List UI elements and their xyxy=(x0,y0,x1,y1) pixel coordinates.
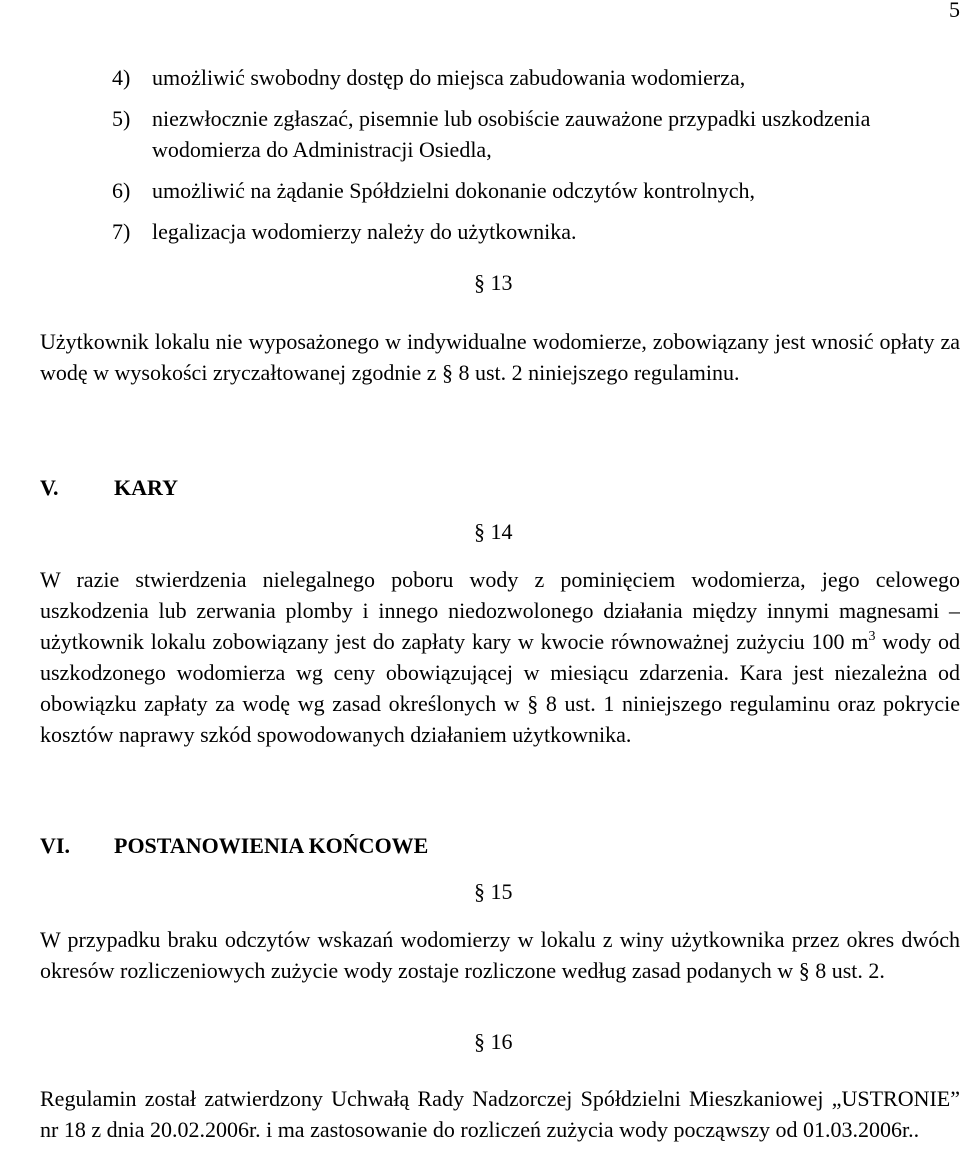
obligations-list xyxy=(112,62,892,257)
chapter-6-number: VI. xyxy=(40,833,70,858)
list-number: 4) xyxy=(112,65,131,90)
list-text: umożliwić swobodny dostęp do miejsca zabudowania wodomierza, xyxy=(152,65,746,90)
section-15-mark: § 15 xyxy=(474,879,513,904)
list-item xyxy=(112,103,892,165)
superscript-cubic: 3 xyxy=(868,629,876,644)
chapter-5-heading xyxy=(40,472,178,503)
page-number: 5 xyxy=(949,0,960,22)
section-15-text: W przypadku braku odczytów wskazań wodomierzy w lokalu z winy użytkownika przez okres dwóch okresów rozliczeniowych zużycie wody zostaje rozliczone według zasad podanych w § 8 ust. 2. xyxy=(40,927,960,983)
section-14-mark: § 14 xyxy=(474,519,513,544)
list-number: 7) xyxy=(112,219,131,244)
section-13-text: Użytkownik lokalu nie wyposażonego w indywidualne wodomierze, zobowiązany jest wnosić opłaty za wodę w wysokości zryczałtowanej zgodnie z § 8 ust. 2 niniejszego regulaminu. xyxy=(40,329,960,385)
list-number: 5) xyxy=(112,106,131,131)
section-16-text: Regulamin został zatwierdzony Uchwałą Rady Nadzorczej Spółdzielni Mieszkaniowej „USTRONIE” nr 18 z dnia 20.02.2006r. i ma zastosowanie do rozliczeń zużycia wody począwszy od 01.03.2006r.. xyxy=(40,1086,960,1142)
chapter-6-title: POSTANOWIENIA KOŃCOWE xyxy=(114,833,429,858)
list-item xyxy=(112,175,892,206)
list-text: niezwłocznie zgłaszać, pisemnie lub osobiście zauważone przypadki uszkodzenia wodomierza do Administracji Osiedla, xyxy=(152,106,871,162)
section-14-text-part1: W razie stwierdzenia nielegalnego poboru wody z pominięciem wodomierza, jego celowego uszkodzenia lub zerwania plomby i innego niedozwolonego działania między innymi magnesami – użytkownik lokalu zobowiązany jest do zapłaty kary w kwocie równoważnej zużyciu 100 m xyxy=(40,567,960,654)
chapter-6-heading xyxy=(40,830,428,861)
section-13-mark: § 13 xyxy=(474,270,513,295)
list-text: umożliwić na żądanie Spółdzielni dokonanie odczytów kontrolnych, xyxy=(152,178,756,203)
list-item xyxy=(112,62,892,93)
list-text: legalizacja wodomierzy należy do użytkownika. xyxy=(152,219,577,244)
chapter-5-title: KARY xyxy=(114,475,179,500)
section-16-mark: § 16 xyxy=(474,1029,513,1054)
list-item xyxy=(112,216,892,247)
section-14-text xyxy=(40,564,960,750)
section-14-text-part2: wody od uszkodzonego wodomierza wg ceny obowiązującej w miesiącu zdarzenia. Kara jest niezależna od obowiązku zapłaty za wodę wg zasad określonych w § 8 ust. 1 niniejszego regulaminu oraz pokrycie kosztów naprawy szkód spowodowanych działaniem użytkownika. xyxy=(40,629,960,747)
list-number: 6) xyxy=(112,178,131,203)
chapter-5-number: V. xyxy=(40,475,59,500)
